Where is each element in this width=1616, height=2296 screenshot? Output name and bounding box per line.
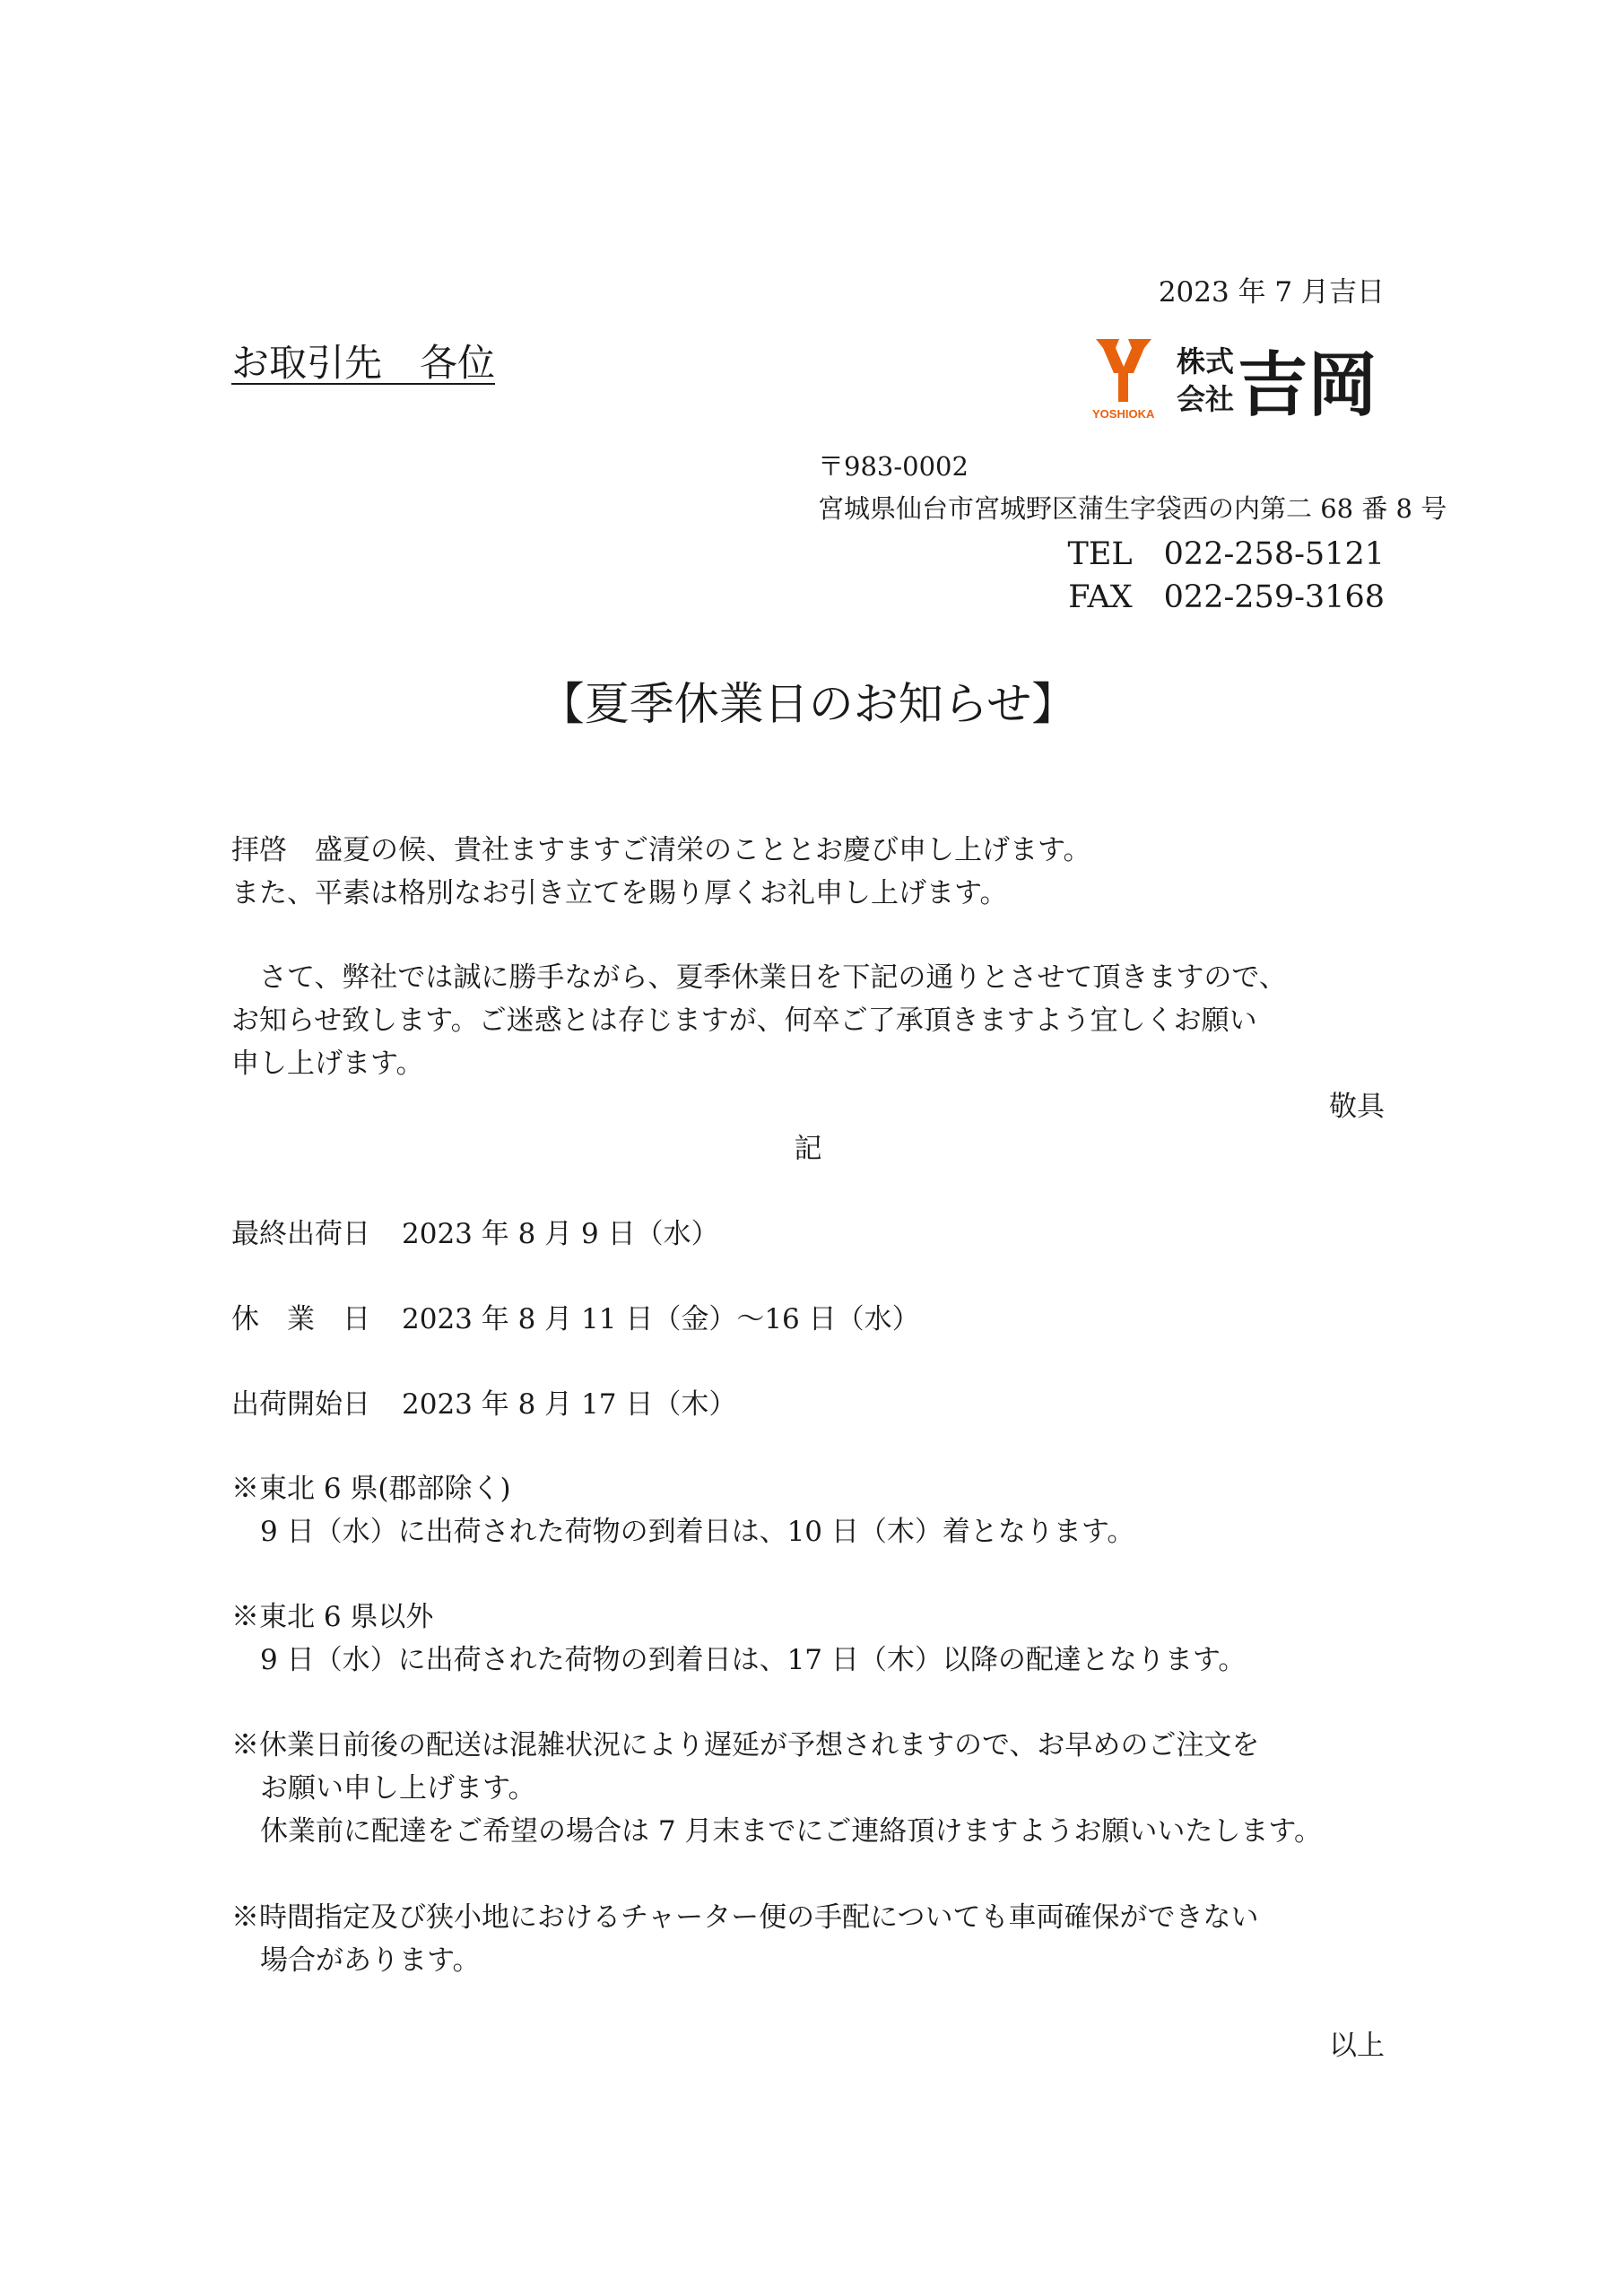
ki-heading: 記	[794, 1133, 822, 1165]
note-other-heading: ※東北 6 県以外	[231, 1601, 434, 1633]
note-tohoku-heading: ※東北 6 県(郡部除く)	[231, 1473, 511, 1505]
greeting-line-1: 拝啓 盛夏の候、貴社ますますご清栄のこととお慶び申し上げます。	[231, 834, 1091, 866]
closing-ijou: 以上	[1329, 2030, 1385, 2062]
company-logo	[1087, 335, 1392, 425]
holiday-label: 休 業 日	[231, 1303, 370, 1335]
logo-name-line1: 株式	[1177, 344, 1235, 378]
fax-number: FAX 022-259-3168	[1068, 579, 1385, 615]
addressee: お取引先 各位	[231, 341, 496, 385]
logo-romaji: YOSHIOKA	[1092, 407, 1155, 421]
note-charter-line-1: ※時間指定及び狭小地におけるチャーター便の手配についても車両確保ができない	[231, 1901, 1259, 1934]
note-delivery-line-2: お願い申し上げます。	[260, 1772, 536, 1805]
last-ship-date: 2023 年 8 月 9 日（水）	[402, 1218, 719, 1250]
greeting-line-2: また、平素は格別なお引き立てを賜り厚くお礼申し上げます。	[231, 877, 1008, 909]
ship-start-label: 出荷開始日	[231, 1388, 370, 1421]
document-date: 2023 年 7 月吉日	[1158, 276, 1385, 309]
logo-name-line2: 会社	[1177, 382, 1235, 416]
phone-number: TEL 022-258-5121	[1067, 536, 1385, 572]
note-tohoku-text: 9 日（水）に出荷された荷物の到着日は、10 日（木）着となります。	[260, 1516, 1135, 1548]
note-charter-line-2: 場合があります。	[260, 1944, 481, 1977]
logo-brand-kanji: 吉岡	[1238, 345, 1378, 425]
logo-mark-icon	[1096, 339, 1151, 402]
note-delivery-line-3: 休業前に配達をご希望の場合は 7 月末までにご連絡頂けますようお願いいたします。	[260, 1815, 1322, 1848]
company-address: 宮城県仙台市宮城野区蒲生字袋西の内第二 68 番 8 号	[818, 493, 1447, 524]
document-title: 【夏季休業日のお知らせ】	[539, 678, 1077, 730]
note-other-text: 9 日（水）に出荷された荷物の到着日は、17 日（木）以降の配達となります。	[260, 1644, 1247, 1676]
body-line-3: 申し上げます。	[231, 1048, 424, 1080]
body-line-2: お知らせ致します。ご迷惑とは存じますが、何卒ご了承頂きますよう宜しくお願い	[231, 1004, 1257, 1037]
postal-code: 〒983-0002	[818, 451, 969, 482]
note-delivery-line-1: ※休業日前後の配送は混雑状況により遅延が予想されますので、お早めのご注文を	[231, 1729, 1260, 1761]
body-line-1: さて、弊社では誠に勝手ながら、夏季休業日を下記の通りとさせて頂きますので、	[231, 961, 1287, 994]
holiday-dates: 2023 年 8 月 11 日（金）～16 日（水）	[402, 1303, 920, 1335]
last-ship-label: 最終出荷日	[231, 1218, 370, 1250]
closing-keigu: 敬具	[1329, 1091, 1385, 1123]
ship-start-date: 2023 年 8 月 17 日（木）	[402, 1388, 737, 1421]
